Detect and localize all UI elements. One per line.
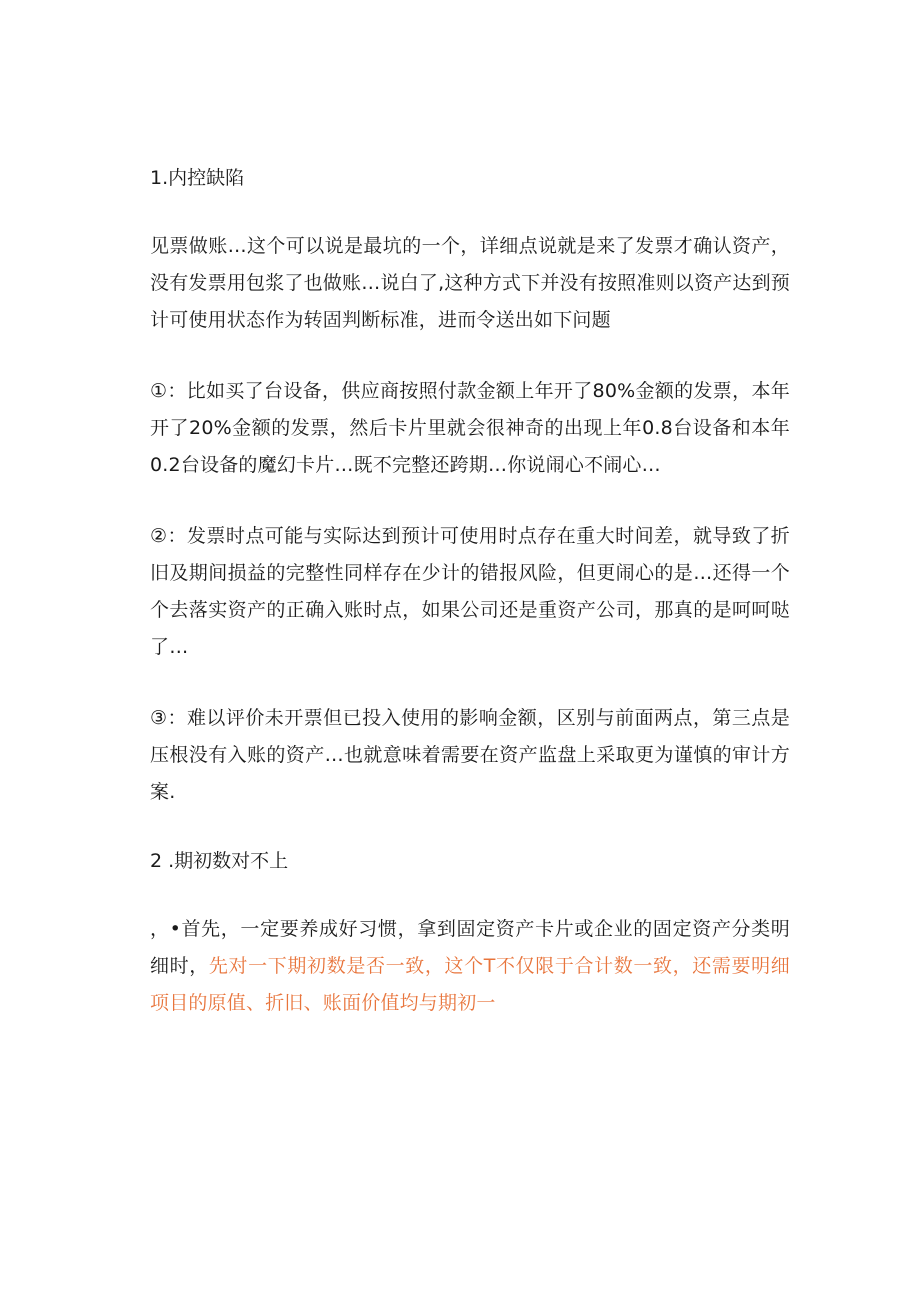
section-heading-internal-control: 1.内控缺陷 bbox=[150, 167, 245, 189]
document-body bbox=[150, 162, 790, 1022]
paragraph-point-2: ②：发票时点可能与实际达到预计可使用时点存在重大时间差，就导致了折旧及期间损益的完整性同样存在少计的错报风险，但更闹心的是…还得一个个去落实资产的正确入账时点，如果公司还是重资产公司，那真的是呵呵哒了… bbox=[150, 525, 790, 658]
paragraph-intro: 见票做账…这个可以说是最坑的一个，详细点说就是来了发票才确认资产，没有发票用包浆了也做账…说白了,这种方式下并没有按照准则以资产达到预计可使用状态作为转固判断标准，进而令送出如下问题 bbox=[150, 235, 790, 331]
section-heading-opening-balance: 2 .期初数对不上 bbox=[150, 850, 289, 872]
paragraph-text-highlight: 先对一下期初数是否一致，这个T不仅限于合计数一致，还需要明细项目的原值、折旧、账面价值均与期初一 bbox=[150, 955, 791, 1014]
paragraph-point-1: ①：比如买了台设备，供应商按照付款金额上年开了80%金额的发票，本年开了20%金额的发票，然后卡片里就会很神奇的出现上年0.8台设备和本年0.2台设备的魔幻卡片…既不完整还跨期…你说闹心不闹心… bbox=[150, 380, 790, 476]
paragraph-point-3: ③：难以评价未开票但已投入使用的影响金额，区别与前面两点，第三点是压根没有入账的资产…也就意味着需要在资产监盘上采取更为谨慎的审计方案. bbox=[150, 707, 790, 803]
paragraph-opening-balance bbox=[150, 911, 790, 1022]
paragraph-text-normal: ，•首先，一定要养成好习惯，拿到固定资产卡片或企业的固定资产分类明细时， bbox=[150, 918, 790, 977]
